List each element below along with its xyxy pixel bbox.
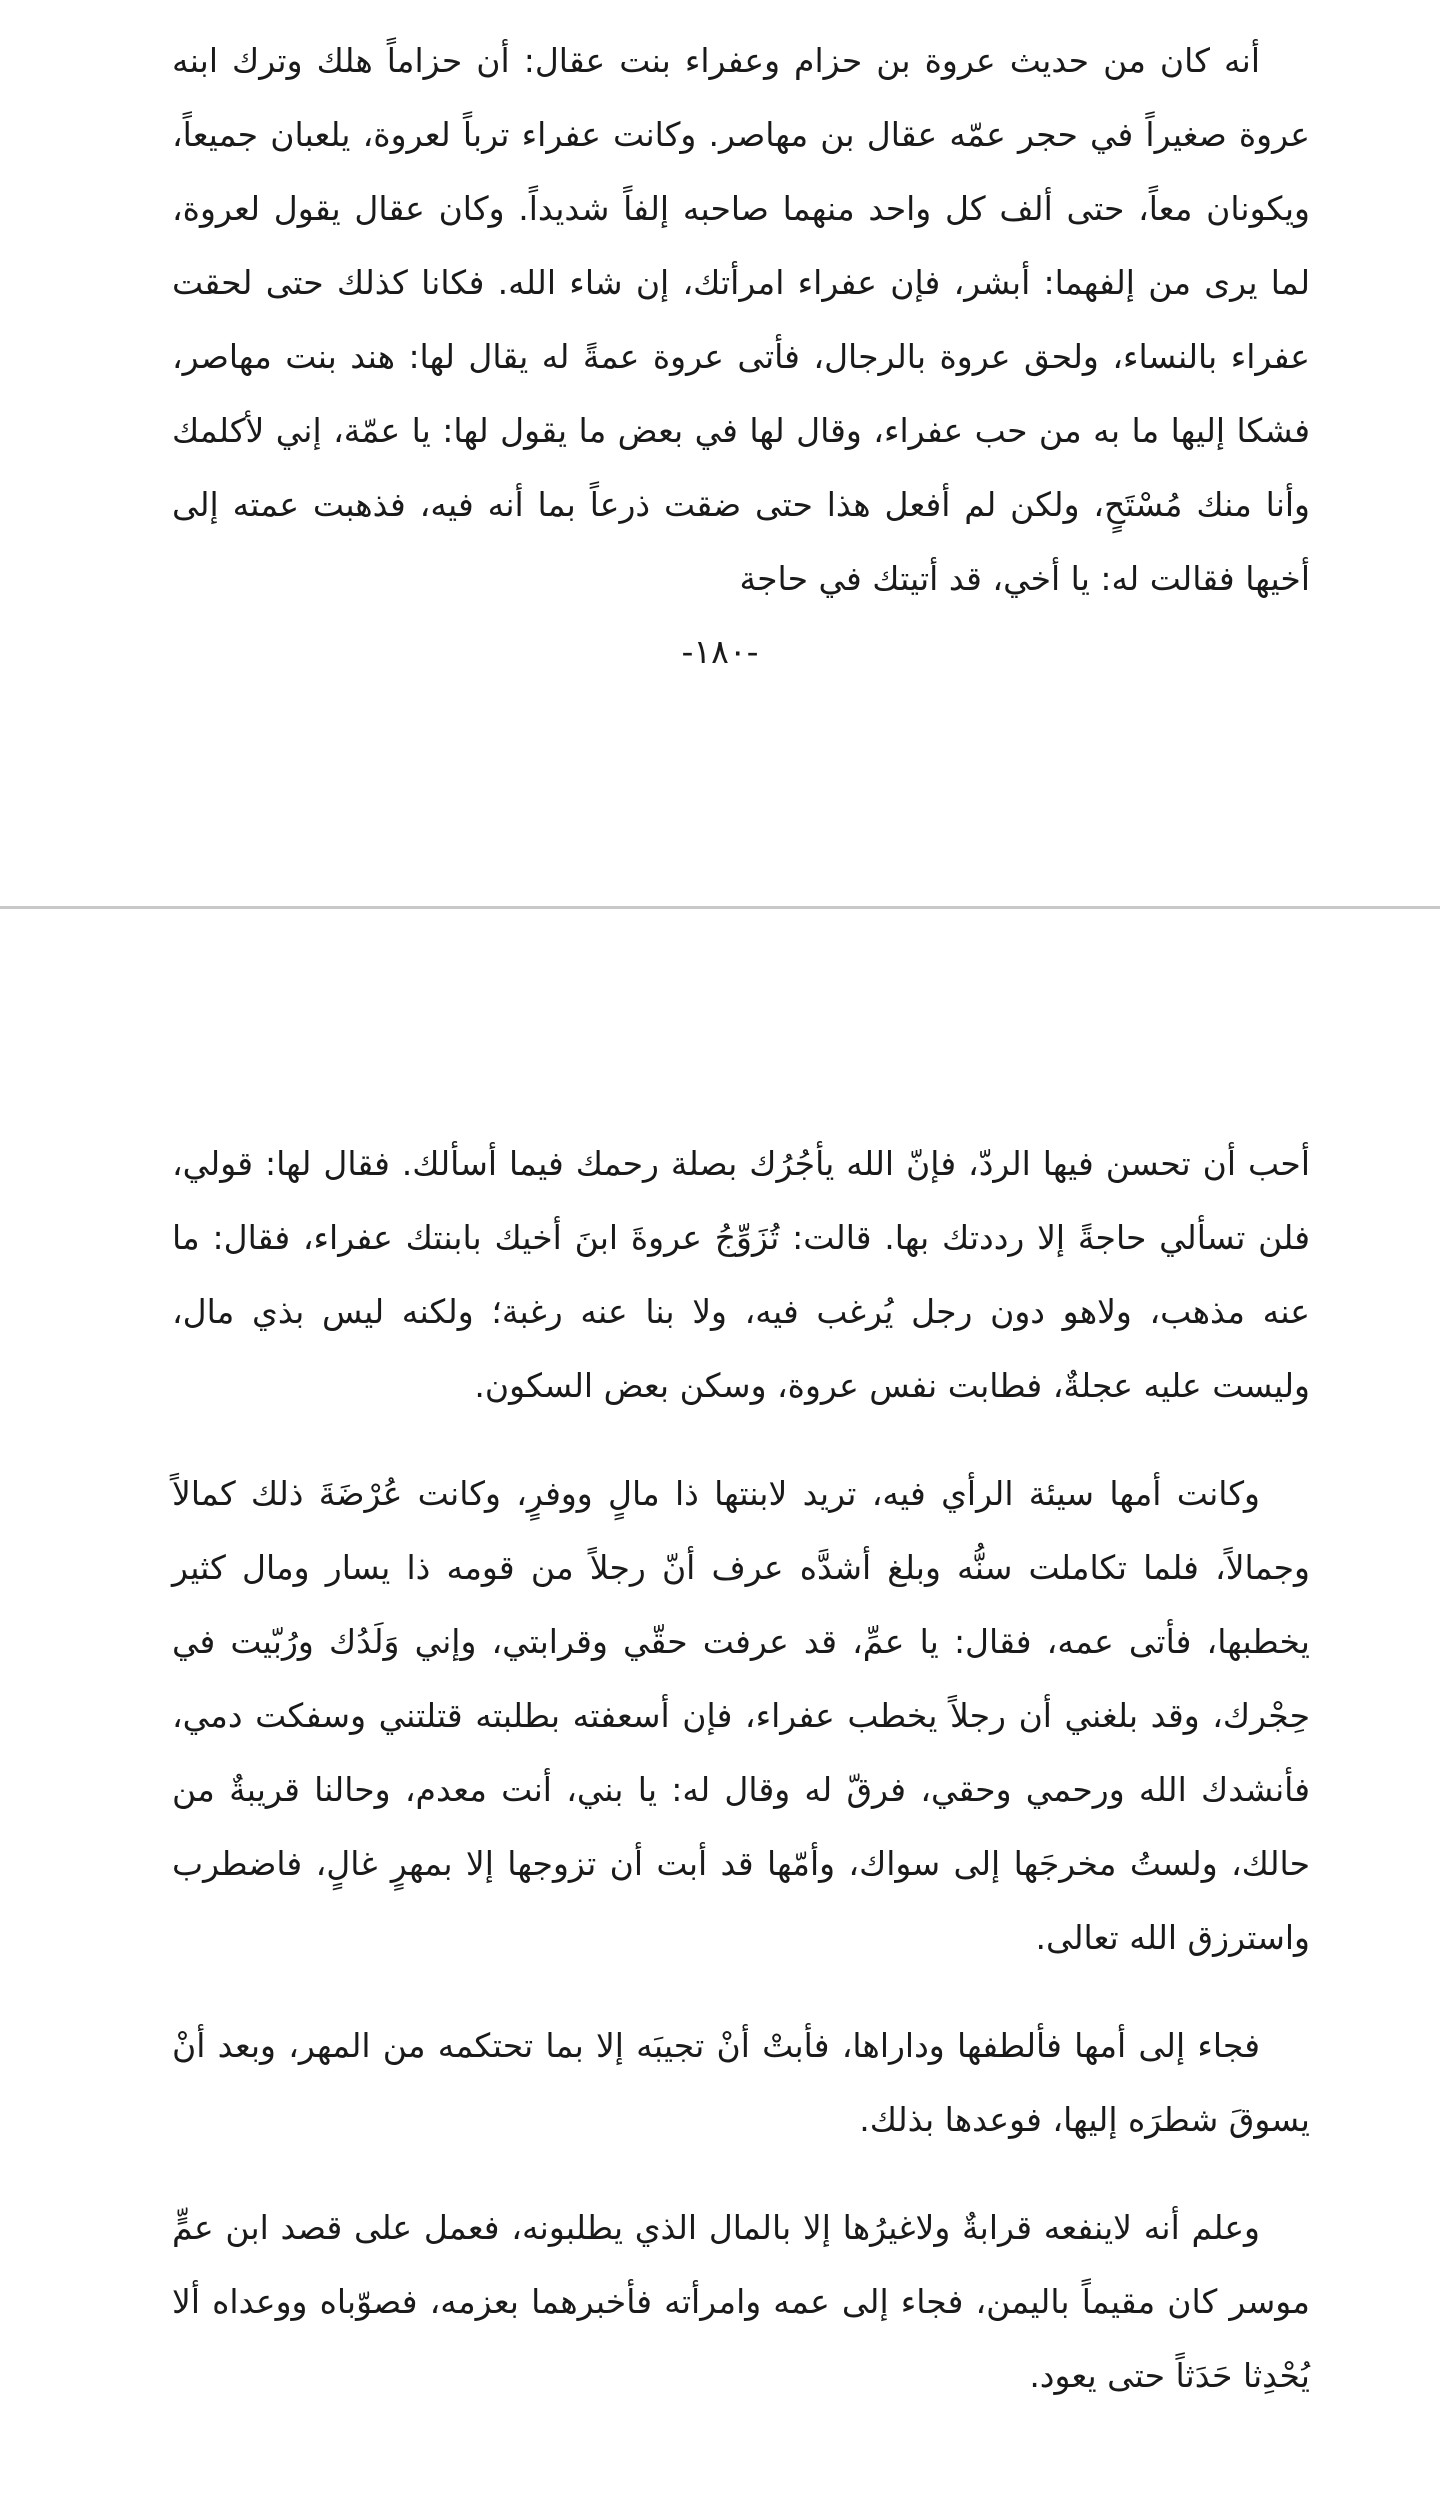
page-number: -١٨٠-: [681, 632, 759, 671]
paragraph-2: وكانت أمها سيئة الرأي فيه، تريد لابنتها ذا مالٍ ووفرٍ، وكانت عُرْضَةَ ذلك كمالاً وجمالاً، فلما تكاملت سنُّه وبلغ أشدَّه عرف أنّ رجلاً من قومه ذا يسار ومال كثير يخطبها، فأتى عمه، فقال: يا عمِّ، قد عرفت حقّي وقرابتي، وإني وَلَدُك ورُبّيت في حِجْرك، وقد بلغني أن رجلاً يخطب عفراء، فإن أسعفته بطلبته قتلتني وسفكت دمي، فأنشدك الله ورحمي وحقي، فرقّ له وقال له: يا بني، أنت معدم، وحالنا قريبةٌ من حالك، ولستُ مخرجَها إلى سواك، وأمّها قد أبت أن تزوجها إلا بمهرٍ غالٍ، فاضطرب واسترزق الله تعالى.: [172, 1474, 1310, 1957]
page-divider: [0, 906, 1440, 909]
book-page-upper: [0, 0, 1440, 905]
upper-paragraph: أنه كان من حديث عروة بن حزام وعفراء بنت عقال: أن حزاماً هلك وترك ابنه عروة صغيراً في حجر عمّه عقال بن مهاصر. وكانت عفراء ترباً لعروة، يلعبان جميعاً، ويكونان معاً، حتى ألف كل واحد منهما صاحبه إلفاً شديداً. وكان عقال يقول لعروة، لما يرى من إلفهما: أبشر، فإن عفراء امرأتك، إن شاء الله. فكانا كذلك حتى لحقت عفراء بالنساء، ولحق عروة بالرجال، فأتى عروة عمةً له يقال لها: هند بنت مهاصر، فشكا إليها ما به من حب عفراء، وقال لها في بعض ما يقول لها: يا عمّة، إني لأكلمك وأنا منك مُسْتَحٍ، ولكن لم أفعل هذا حتى ضقت ذرعاً بما أنه فيه، فذهبت عمته إلى أخيها فقالت له: يا أخي، قد أتيتك في حاجة: [172, 41, 1310, 598]
paragraph-4: وعلم أنه لاينفعه قرابةٌ ولاغيرُها إلا بالمال الذي يطلبونه، فعمل على قصد ابن عمٍّ موسر كان مقيماً باليمن، فجاء إلى عمه وامرأته فأخبرهما بعزمه، فصوّباه ووعداه ألا يُحْدِثا حَدَثاً حتى يعود.: [172, 2208, 1310, 2395]
paragraph-3: فجاء إلى أمها فألطفها وداراها، فأبتْ أنْ تجيبَه إلا بما تحتكمه من المهر، وبعد أنْ يسوقَ شطرَه إليها، فوعدها بذلك.: [172, 2026, 1310, 2139]
book-page-lower: [0, 912, 1440, 2516]
lower-page-text: [172, 1127, 1310, 2413]
paragraph-1: أحب أن تحسن فيها الردّ، فإنّ الله يأجُرُك بصلة رحمك فيما أسألك. فقال لها: قولي، فلن تسألي حاجةً إلا رددتك بها. قالت: تُزَوِّجُ عروةَ ابنَ أخيك بابنتك عفراء، فقال: ما عنه مذهب، ولاهو دون رجل يُرغب فيه، ولا بنا عنه رغبة؛ ولكنه ليس بذي مال، وليست عليه عجلةٌ، فطابت نفس عروة، وسكن بعض السكون.: [172, 1144, 1310, 1405]
upper-page-text: [172, 24, 1310, 616]
